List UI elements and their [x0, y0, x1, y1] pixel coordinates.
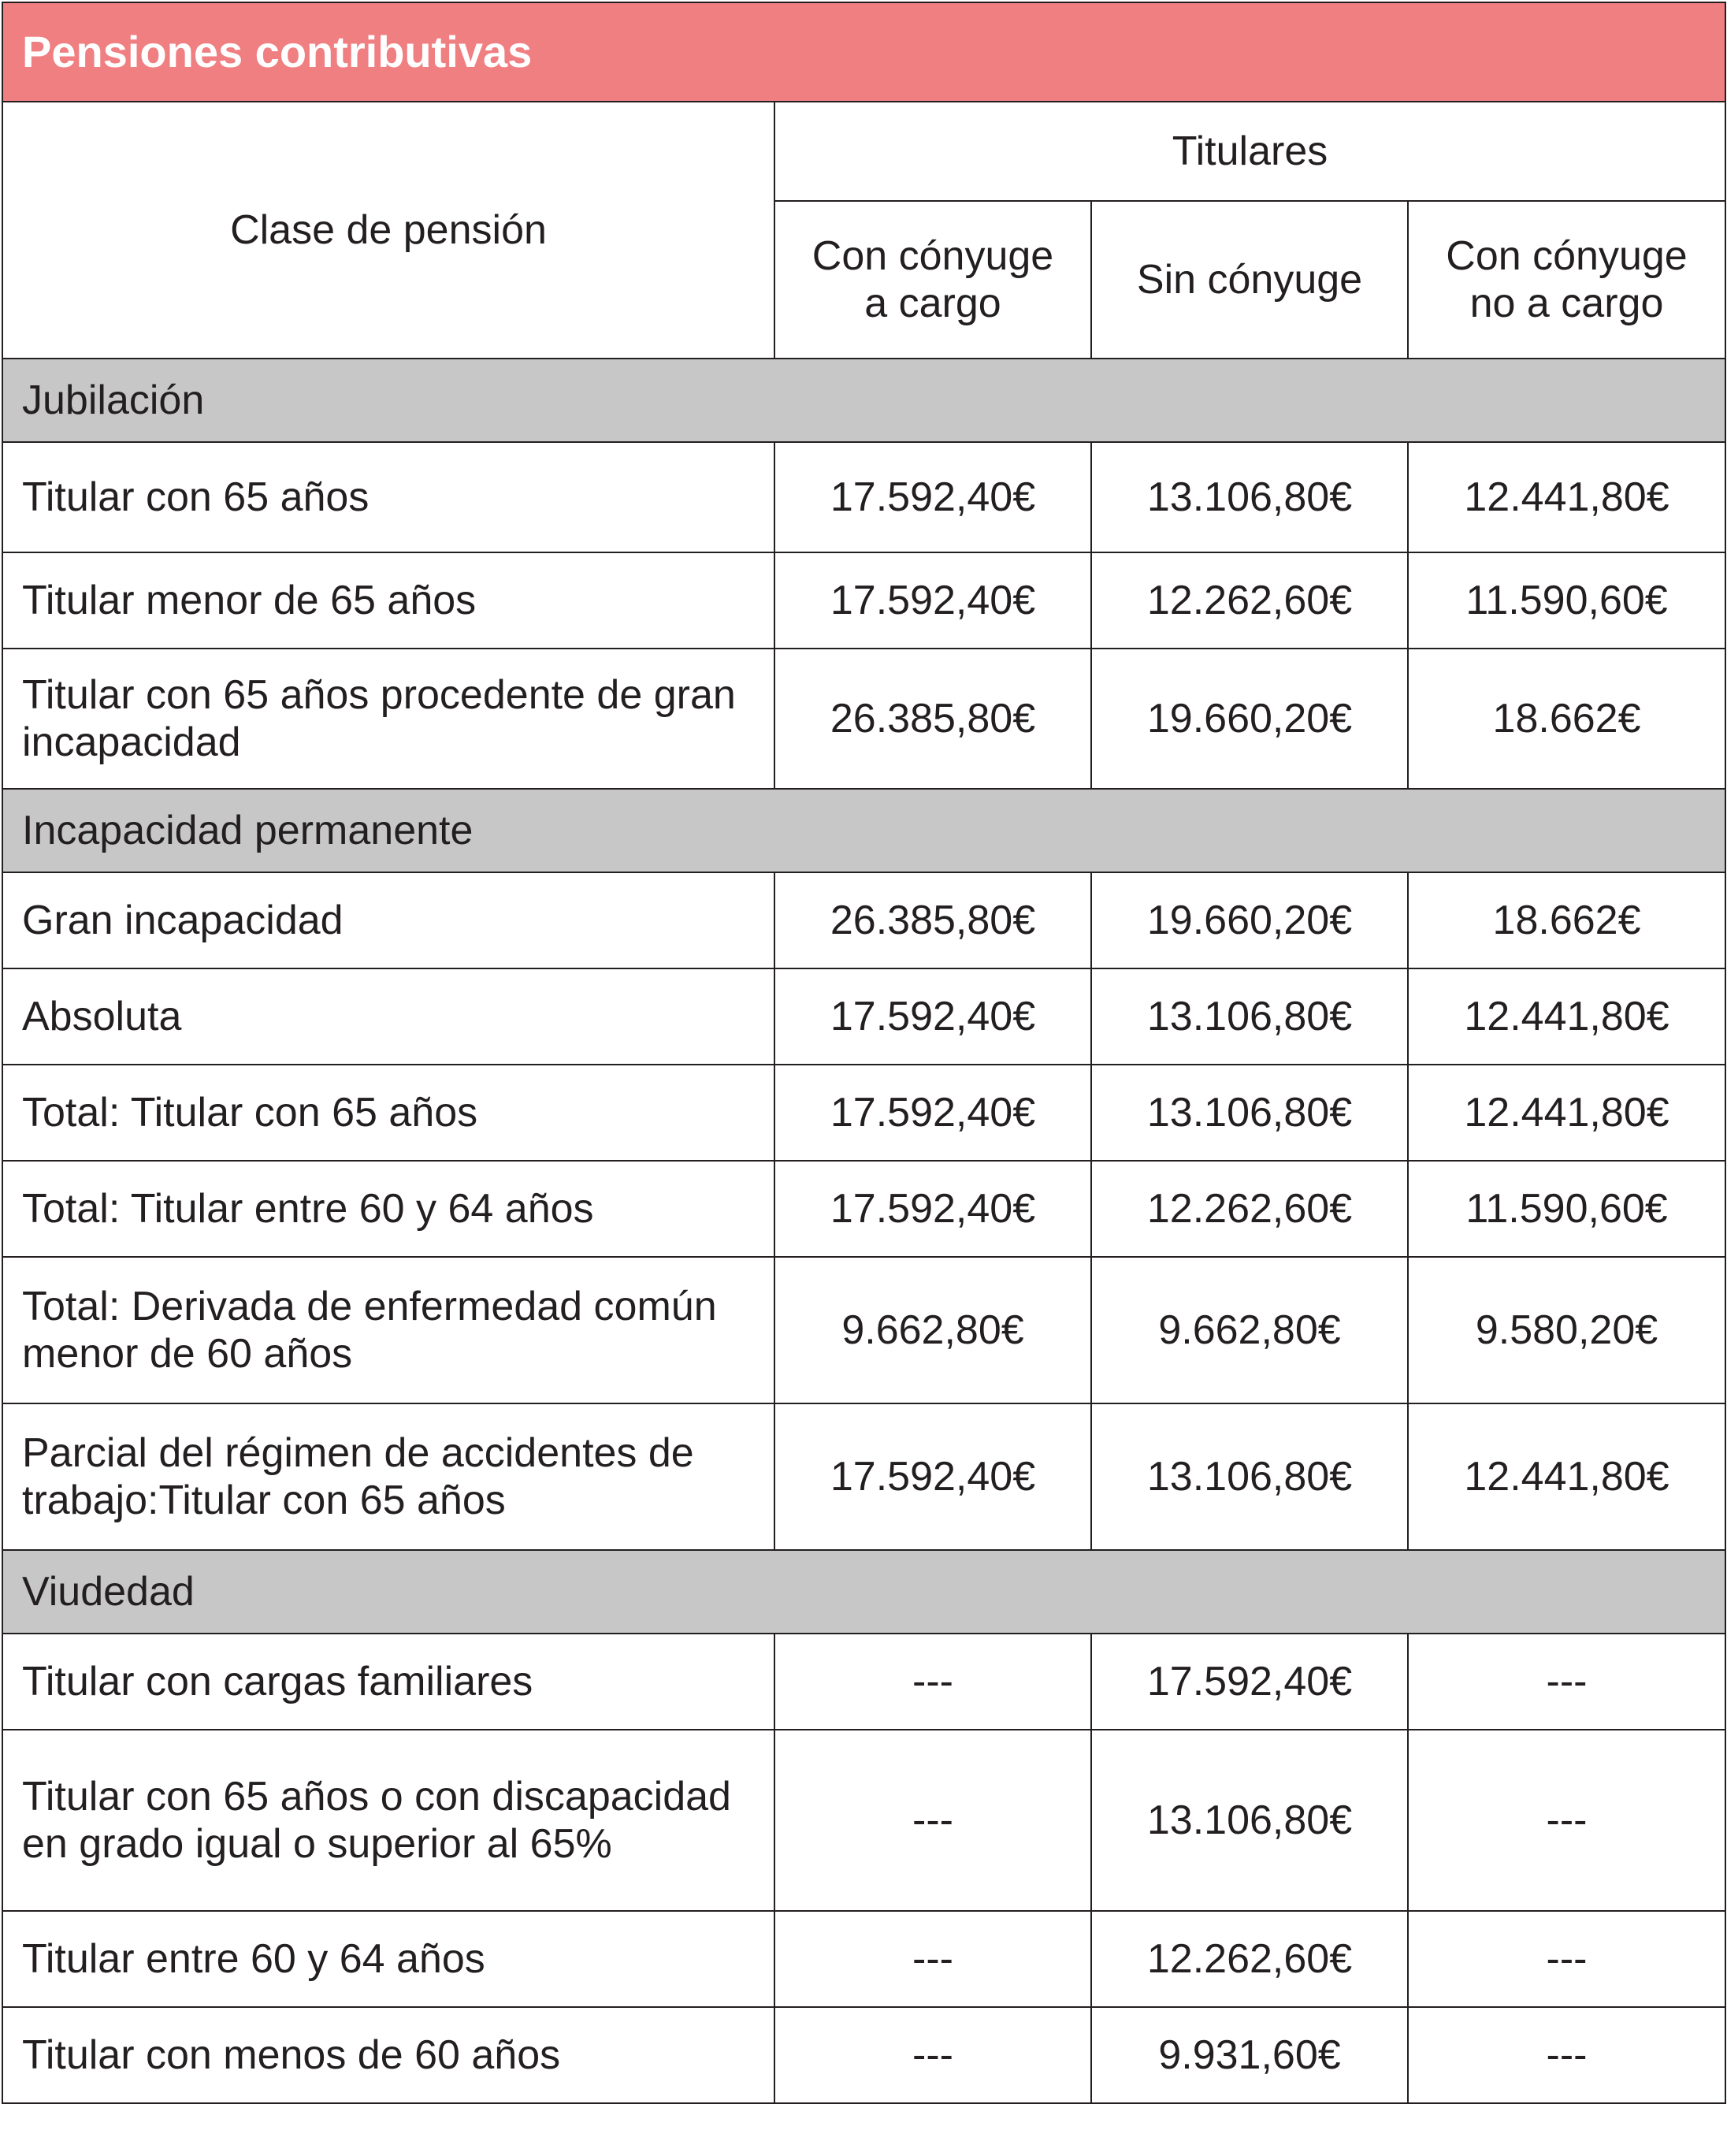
- value-cell: 17.592,40€: [774, 552, 1091, 649]
- value-cell: ---: [774, 1911, 1091, 2007]
- row-label: Total: Titular entre 60 y 64 años: [2, 1161, 774, 1257]
- value-cell: 13.106,80€: [1091, 442, 1408, 552]
- value-cell: 12.441,80€: [1408, 1403, 1725, 1550]
- value-cell: 13.106,80€: [1091, 968, 1408, 1065]
- value-cell: 17.592,40€: [774, 1065, 1091, 1161]
- row-label: Total: Derivada de enfermedad común menor de 60 años: [2, 1257, 774, 1403]
- titulares-header: Titulares: [774, 102, 1725, 201]
- value-cell: 9.580,20€: [1408, 1257, 1725, 1403]
- value-cell: 18.662€: [1408, 872, 1725, 968]
- value-cell: 18.662€: [1408, 649, 1725, 789]
- value-cell: ---: [774, 1730, 1091, 1911]
- table-row: [2, 1161, 1725, 1257]
- table-row: [2, 1403, 1725, 1550]
- value-cell: 26.385,80€: [774, 872, 1091, 968]
- value-cell: 12.441,80€: [1408, 1065, 1725, 1161]
- value-cell: 17.592,40€: [774, 1161, 1091, 1257]
- row-label: Total: Titular con 65 años: [2, 1065, 774, 1161]
- table-row: [2, 872, 1725, 968]
- value-cell: 9.931,60€: [1091, 2007, 1408, 2103]
- row-label: Titular con cargas familiares: [2, 1634, 774, 1730]
- row-label: Absoluta: [2, 968, 774, 1065]
- table-title: Pensiones contributivas: [2, 2, 1725, 102]
- table-row: [2, 2007, 1725, 2103]
- value-cell: 11.590,60€: [1408, 552, 1725, 649]
- value-cell: ---: [1408, 1634, 1725, 1730]
- table-row: [2, 649, 1725, 789]
- value-cell: 9.662,80€: [774, 1257, 1091, 1403]
- value-cell: 17.592,40€: [774, 1403, 1091, 1550]
- row-label: Titular menor de 65 años: [2, 552, 774, 649]
- value-cell: 12.262,60€: [1091, 552, 1408, 649]
- row-label: Gran incapacidad: [2, 872, 774, 968]
- row-label: Titular con 65 años procedente de gran incapacidad: [2, 649, 774, 789]
- row-label: Titular con menos de 60 años: [2, 2007, 774, 2103]
- section-header: Jubilación: [2, 359, 1725, 442]
- section-header: Incapacidad permanente: [2, 789, 1725, 872]
- table-row: [2, 1257, 1725, 1403]
- table-row: [2, 968, 1725, 1065]
- value-cell: 12.262,60€: [1091, 1161, 1408, 1257]
- table-row: [2, 1065, 1725, 1161]
- table-row: [2, 442, 1725, 552]
- value-cell: 19.660,20€: [1091, 872, 1408, 968]
- column-header-con-conyuge-a-cargo: Con cónyuge a cargo: [774, 201, 1091, 359]
- column-header-sin-conyuge: Sin cónyuge: [1091, 201, 1408, 359]
- value-cell: 13.106,80€: [1091, 1065, 1408, 1161]
- value-cell: 12.262,60€: [1091, 1911, 1408, 2007]
- table-row: [2, 1730, 1725, 1911]
- value-cell: ---: [1408, 1730, 1725, 1911]
- value-cell: 17.592,40€: [774, 968, 1091, 1065]
- title-row: [2, 2, 1725, 102]
- row-label: Titular con 65 años o con discapacidad en grado igual o superior al 65%: [2, 1730, 774, 1911]
- row-label: Parcial del régimen de accidentes de trabajo:Titular con 65 años: [2, 1403, 774, 1550]
- value-cell: ---: [1408, 2007, 1725, 2103]
- value-cell: ---: [774, 2007, 1091, 2103]
- section-header: Viudedad: [2, 1550, 1725, 1634]
- value-cell: 12.441,80€: [1408, 968, 1725, 1065]
- value-cell: 9.662,80€: [1091, 1257, 1408, 1403]
- value-cell: ---: [774, 1634, 1091, 1730]
- header-row-1: [2, 102, 1725, 201]
- class-header: Clase de pensión: [2, 102, 774, 359]
- column-header-con-conyuge-no-a-cargo: Con cónyuge no a cargo: [1408, 201, 1725, 359]
- value-cell: 26.385,80€: [774, 649, 1091, 789]
- table-row: [2, 1634, 1725, 1730]
- value-cell: 11.590,60€: [1408, 1161, 1725, 1257]
- value-cell: 17.592,40€: [1091, 1634, 1408, 1730]
- pension-table: [2, 2, 1726, 2104]
- table-row: [2, 552, 1725, 649]
- table-row: [2, 1911, 1725, 2007]
- row-label: Titular con 65 años: [2, 442, 774, 552]
- row-label: Titular entre 60 y 64 años: [2, 1911, 774, 2007]
- section-row: [2, 789, 1725, 872]
- section-row: [2, 1550, 1725, 1634]
- value-cell: 19.660,20€: [1091, 649, 1408, 789]
- value-cell: 13.106,80€: [1091, 1730, 1408, 1911]
- value-cell: 17.592,40€: [774, 442, 1091, 552]
- section-row: [2, 359, 1725, 442]
- value-cell: 13.106,80€: [1091, 1403, 1408, 1550]
- table-body: [2, 359, 1725, 2103]
- value-cell: ---: [1408, 1911, 1725, 2007]
- value-cell: 12.441,80€: [1408, 442, 1725, 552]
